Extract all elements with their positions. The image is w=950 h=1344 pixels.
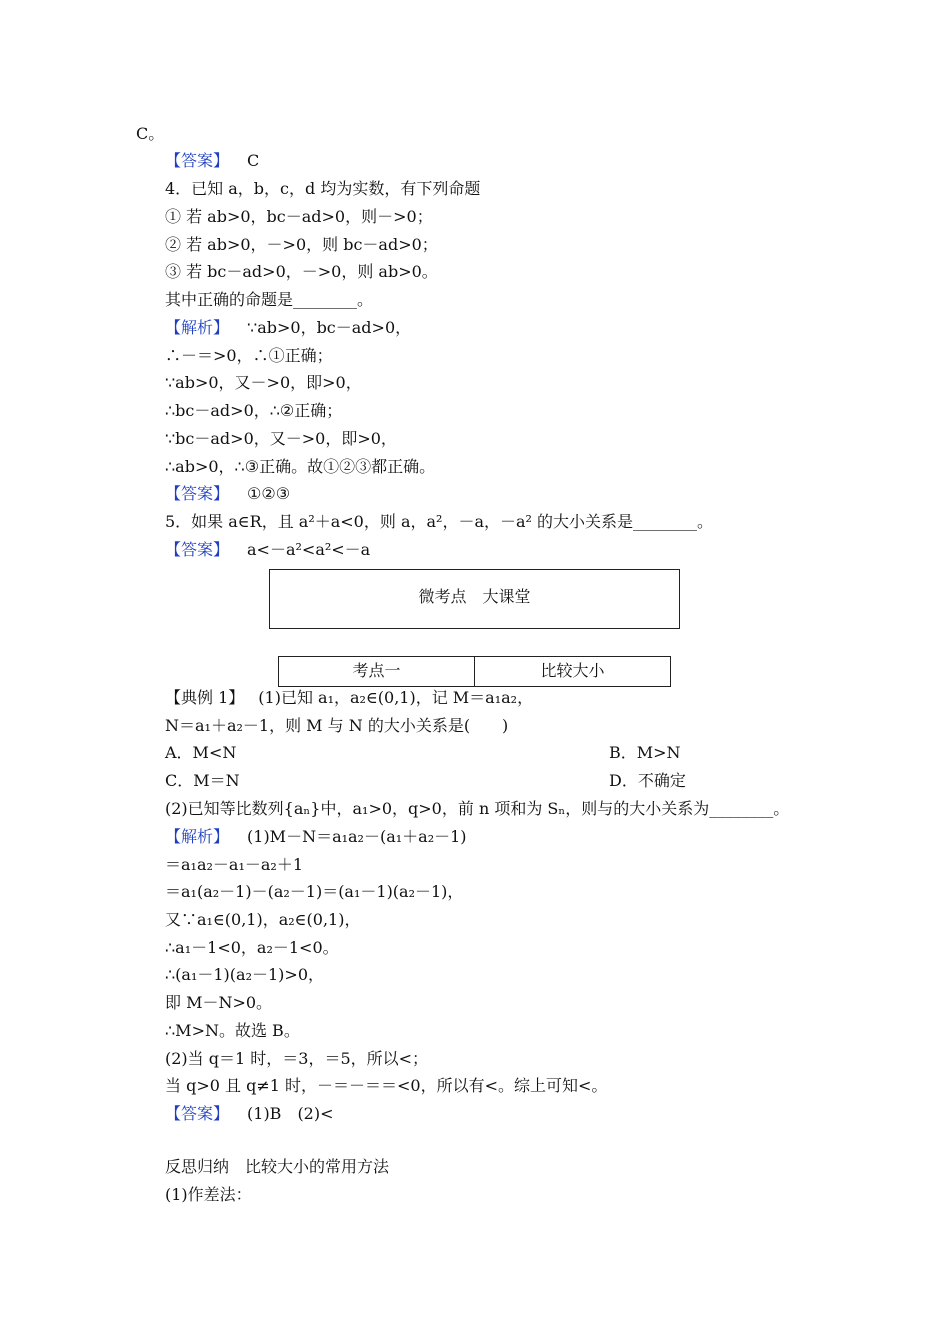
summary-item: (1)作差法：: [165, 1185, 252, 1204]
question-4-blank: 其中正确的命题是________。: [165, 290, 374, 309]
answer-line: [165, 484, 290, 504]
section-title: 微考点 大课堂: [418, 587, 531, 606]
analysis-step: ∴bc－ad>0，∴②正确；: [165, 401, 343, 420]
analysis-step: ＝a₁(a₂－1)－(a₂－1)＝(a₁－1)(a₂－1)，: [165, 882, 464, 901]
analysis-step: ∵ab>0，又－>0，即>0，: [165, 373, 362, 392]
kaodian-topic: 比较大小: [474, 657, 670, 686]
proposition-3: ③ 若 bc－ad>0，－>0，则 ab>0。: [165, 262, 438, 281]
answer-tag: 【答案】: [165, 1104, 230, 1123]
option-d: D．不确定: [609, 771, 686, 790]
proposition-1: ① 若 ab>0，bc－ad>0，则－>0；: [165, 207, 433, 226]
option-b: B．M>N: [609, 743, 681, 762]
section-title-box: [269, 569, 680, 629]
example-part-2: (2)已知等比数列{aₙ}中，a₁>0，q>0，前 n 项和为 Sₙ，则与的大小关系为________。: [165, 799, 790, 818]
text-line: C。: [136, 124, 165, 143]
answer-value: ①②③: [247, 484, 291, 503]
kaodian-label: 考点一: [352, 661, 401, 680]
answer-line: [165, 540, 370, 560]
example-tag: 【典例 1】: [165, 688, 245, 707]
answer-line: [165, 151, 259, 171]
analysis-step: 又∵a₁∈(0,1)，a₂∈(0,1)，: [165, 910, 361, 929]
answer-tag: 【答案】: [165, 540, 230, 559]
analysis-step: ∴a₁－1<0，a₂－1<0。: [165, 938, 339, 957]
analysis-text: (1)M－N＝a₁a₂－(a₁＋a₂－1): [247, 827, 467, 846]
question-5: 5．如果 a∈R，且 a²＋a<0，则 a，a²，－a，－a² 的大小关系是________。: [165, 512, 714, 531]
analysis-tag: 【解析】: [165, 827, 230, 846]
answer-tag: 【答案】: [165, 151, 230, 170]
analysis-text: ∵ab>0，bc－ad>0，: [247, 318, 412, 337]
answer-line: [165, 1104, 334, 1124]
kaodian-table: [278, 656, 671, 687]
answer-value: C: [247, 151, 260, 170]
question-4: 4．已知 a，b，c，d 均为实数，有下列命题: [165, 179, 481, 198]
analysis-step: ∵bc－ad>0，又－>0，即>0，: [165, 429, 397, 448]
example-line: [165, 688, 533, 708]
analysis-step: ∴ab>0，∴③正确。故①②③都正确。: [165, 457, 436, 476]
analysis-line: [165, 318, 411, 338]
answer-value: (1)B (2)<: [247, 1104, 334, 1123]
option-a: A．M<N: [165, 743, 237, 762]
analysis-step: ＝a₁a₂－a₁－a₂＋1: [165, 855, 303, 874]
analysis-step: ∴M>N。故选 B。: [165, 1021, 300, 1040]
answer-value: a<－a²<a²<－a: [247, 540, 371, 559]
analysis-tag: 【解析】: [165, 318, 230, 337]
example-text: N＝a₁＋a₂－1，则 M 与 N 的大小关系是( ): [165, 716, 509, 735]
answer-tag: 【答案】: [165, 484, 230, 503]
analysis-step: (2)当 q＝1 时，＝3，＝5，所以<；: [165, 1049, 429, 1068]
example-text: (1)已知 a₁，a₂∈(0,1)，记 M＝a₁a₂，: [258, 688, 534, 707]
analysis-step: ∴－＝>0，∴①正确；: [165, 346, 333, 365]
analysis-step: 即 M－N>0。: [165, 993, 273, 1012]
summary-heading: 反思归纳 比较大小的常用方法: [165, 1157, 390, 1176]
analysis-step: ∴(a₁－1)(a₂－1)>0，: [165, 965, 325, 984]
option-c: C．M＝N: [165, 771, 240, 790]
analysis-line: [165, 827, 467, 847]
proposition-2: ② 若 ab>0，－>0，则 bc－ad>0；: [165, 235, 438, 254]
analysis-step: 当 q>0 且 q≠1 时，－＝－＝＝<0，所以有<。综上可知<。: [165, 1076, 608, 1095]
